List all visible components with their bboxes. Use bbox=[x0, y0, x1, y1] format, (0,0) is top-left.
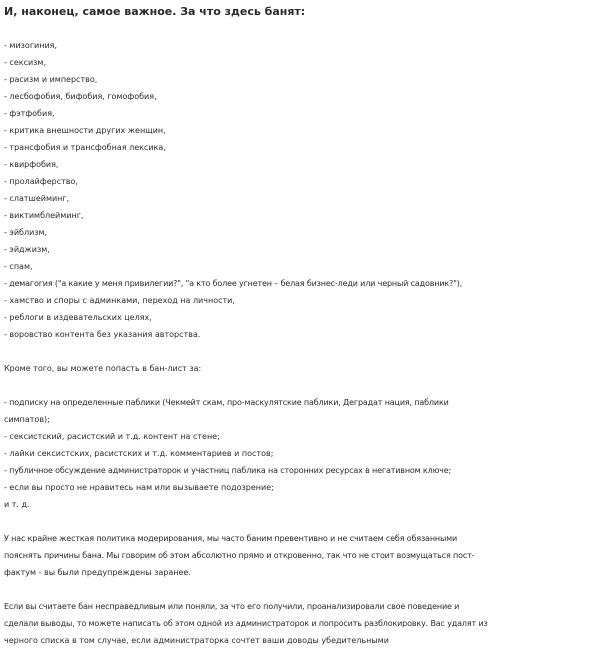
list-item: - сексизм, bbox=[4, 58, 47, 67]
list-item: - эйджизм, bbox=[4, 245, 50, 254]
list-item: - пролайферство, bbox=[4, 177, 78, 186]
list-item: - слатшейминг, bbox=[4, 194, 70, 203]
list-item: - подписку на определенные паблики (Чекмейт скам, про-маскулятские паблики, Деградат нация, паблики bbox=[4, 398, 449, 407]
paragraph-line: пояснять причины бана. Мы говорим об этом абсолютно прямо и откровенно, так что не стоит возмущаться пост- bbox=[4, 551, 475, 560]
rules-document bbox=[4, 3, 610, 649]
list-item: - виктимблейминг, bbox=[4, 211, 84, 220]
list-item: и т. д. bbox=[4, 500, 30, 509]
list-item: - реблоги в издевательских целях, bbox=[4, 313, 152, 322]
list-item: - хамство и споры с админками, переход на личности, bbox=[4, 296, 235, 305]
list-item: - публичное обсуждение администраторок и участниц паблика на сторонних ресурсах в негативном ключе; bbox=[4, 466, 452, 475]
list-item: - воровство контента без указания авторства. bbox=[4, 330, 201, 339]
appeal-paragraph bbox=[4, 598, 610, 649]
banlist-list bbox=[4, 394, 610, 513]
list-item: - лесбофобия, бифобия, гомофобия, bbox=[4, 92, 157, 101]
paragraph-line: У нас крайне жесткая политика модерирования, мы часто баним превентивно и не считаем себя обязанными bbox=[4, 534, 458, 543]
list-item: - лайки сексистских, расистских и т.д. комментариев и постов; bbox=[4, 449, 274, 458]
list-item: - демагогия ("а какие у меня привилегии?", "а кто более угнетен – белая бизнес-леди или черный садовник?"), bbox=[4, 279, 463, 288]
banlist-intro-block bbox=[4, 360, 610, 377]
list-item: - мизогиния, bbox=[4, 41, 57, 50]
list-item: симпатов); bbox=[4, 415, 50, 424]
paragraph-line: черного списка в том случае, если администраторка сочтет ваши доводы убедительными bbox=[4, 636, 389, 645]
list-item: - если вы просто не нравитесь нам или вызываете подозрение; bbox=[4, 483, 274, 492]
list-item: - фэтфобия, bbox=[4, 109, 55, 118]
paragraph-line: Если вы считаете бан несправедливым или поняли, за что его получили, проанализировали свое поведение и bbox=[4, 602, 460, 611]
list-item: - расизм и имперство, bbox=[4, 75, 98, 84]
paragraph-line: сделали выводы, то можете написать об этом одной из администраторок и попросить разблокировку. Вас удалят из bbox=[4, 619, 488, 628]
list-item: - критика внешности других женщин, bbox=[4, 126, 166, 135]
section-heading: И, наконец, самое важное. За что здесь банят: bbox=[4, 5, 306, 18]
list-item: - эйблизм, bbox=[4, 228, 48, 237]
list-item: - квирфобия, bbox=[4, 160, 59, 169]
banlist-intro: Кроме того, вы можете попасть в бан-лист за: bbox=[4, 364, 202, 373]
list-item: - спам, bbox=[4, 262, 33, 271]
ban-reasons-list bbox=[4, 37, 610, 343]
paragraph-line: фактум - вы были предупреждены заранее. bbox=[4, 568, 191, 577]
list-item: - сексистский, расистский и т.д. контент на стене; bbox=[4, 432, 220, 441]
list-item: - трансфобия и трансфобная лексика, bbox=[4, 143, 166, 152]
policy-paragraph bbox=[4, 530, 610, 581]
